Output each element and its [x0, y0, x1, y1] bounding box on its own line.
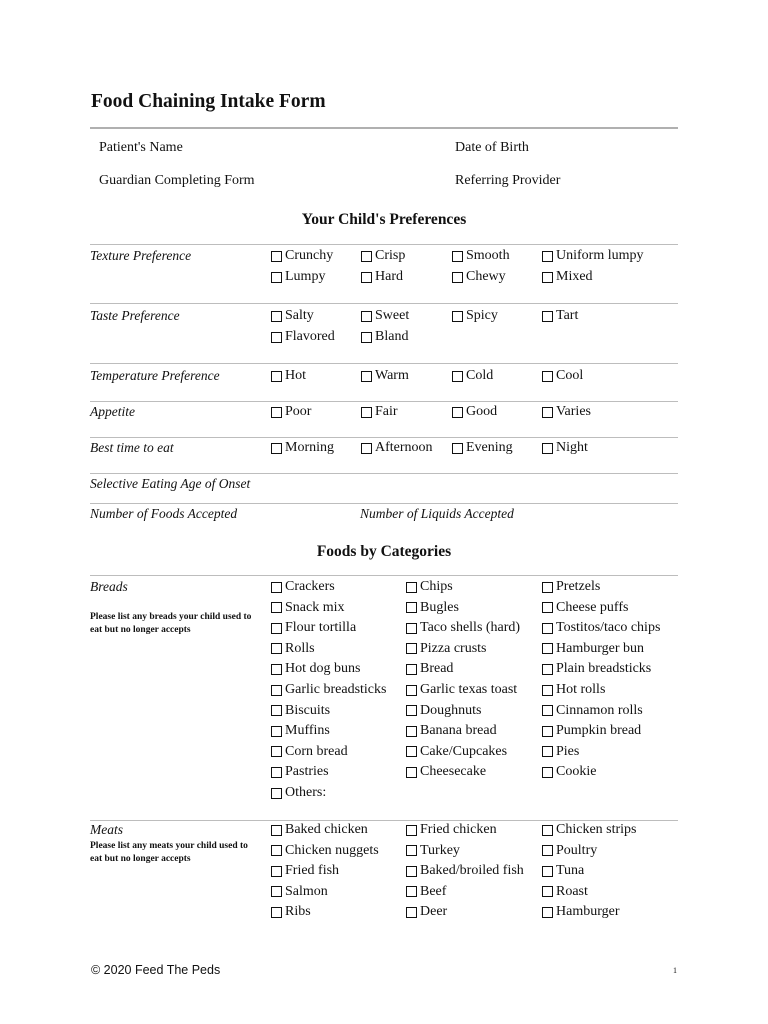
checkbox-label: Beef — [420, 883, 447, 899]
checkbox-label: Cheesecake — [420, 764, 487, 780]
checkbox[interactable] — [542, 685, 553, 696]
checkbox-option-spicy[interactable] — [452, 308, 498, 324]
checkbox[interactable] — [406, 685, 417, 696]
checkbox-option-flavored[interactable] — [271, 329, 335, 345]
checkbox-label: Mixed — [556, 269, 593, 284]
checkbox-label: Warm — [375, 368, 409, 383]
checkbox-option-chicken-strips[interactable] — [542, 822, 637, 838]
checkbox-option-evening[interactable] — [452, 440, 513, 456]
checkbox-option-rolls[interactable] — [271, 641, 315, 657]
checkbox[interactable] — [542, 602, 553, 613]
divider — [90, 820, 678, 821]
checkbox[interactable] — [271, 311, 282, 322]
checkbox[interactable] — [406, 825, 417, 836]
checkbox-label: Garlic texas toast — [420, 682, 518, 697]
divider — [90, 401, 678, 402]
checkbox-option-hard[interactable] — [361, 269, 403, 285]
preference-label-best-time-to-eat: Best time to eat — [90, 440, 174, 455]
checkbox-option-cheese-puffs[interactable] — [542, 600, 628, 616]
checkbox-label: Taco shells (hard) — [420, 620, 521, 636]
checkbox[interactable] — [452, 443, 463, 454]
checkbox[interactable] — [361, 311, 372, 322]
checkbox-option-good[interactable] — [452, 404, 497, 420]
checkbox-option-smooth[interactable] — [452, 248, 510, 264]
checkbox[interactable] — [542, 825, 553, 836]
checkbox-option-hamburger-bun[interactable] — [542, 641, 644, 657]
checkbox-option-warm[interactable] — [361, 368, 409, 384]
checkbox[interactable] — [406, 907, 417, 918]
checkbox[interactable] — [542, 407, 553, 418]
checkbox[interactable] — [542, 251, 553, 262]
checkbox-option-tuna[interactable] — [542, 863, 584, 879]
divider — [90, 575, 678, 576]
checkbox[interactable] — [452, 371, 463, 382]
checkbox-label: Fried chicken — [420, 822, 497, 837]
checkbox[interactable] — [361, 371, 372, 382]
checkbox-option-beef[interactable] — [406, 884, 446, 900]
meats-label: Meats — [90, 822, 123, 837]
checkbox[interactable] — [271, 272, 282, 283]
checkbox-option-tart[interactable] — [542, 308, 578, 324]
preference-label-temperature-preference: Temperature Preference — [90, 368, 220, 383]
checkbox[interactable] — [452, 272, 463, 283]
checkbox-option-pretzels[interactable] — [542, 579, 600, 595]
checkbox-label: Flour tortilla — [285, 620, 357, 636]
checkbox-option-poultry[interactable] — [542, 843, 597, 859]
checkbox-label: Turkey — [420, 842, 460, 858]
onset-label: Selective Eating Age of Onset — [90, 476, 251, 491]
liquids-accepted-label: Number of Liquids Accepted — [360, 506, 514, 521]
checkbox-option-doughnuts[interactable] — [406, 703, 481, 719]
checkbox[interactable] — [361, 443, 372, 454]
checkbox-option-pizza-crusts[interactable] — [406, 641, 486, 657]
checkbox-label: Pumpkin bread — [556, 723, 642, 739]
guardian-label: Guardian Completing Form — [99, 173, 255, 188]
checkbox[interactable] — [271, 643, 282, 654]
checkbox[interactable] — [542, 726, 553, 737]
checkbox-option-night[interactable] — [542, 440, 588, 456]
referring-provider-label: Referring Provider — [455, 173, 561, 188]
checkbox[interactable] — [542, 623, 553, 634]
checkbox-label: Uniform lumpy — [556, 248, 644, 263]
checkbox-label: Hot rolls — [556, 682, 606, 697]
checkbox-option-crunchy[interactable] — [271, 248, 333, 264]
checkbox[interactable] — [271, 726, 282, 737]
checkbox[interactable] — [271, 886, 282, 897]
checkbox[interactable] — [542, 371, 553, 382]
checkbox[interactable] — [406, 886, 417, 897]
copyright-footer: © 2020 Feed The Peds — [91, 963, 221, 977]
checkbox[interactable] — [542, 907, 553, 918]
checkbox-label: Cookie — [556, 764, 597, 780]
checkbox[interactable] — [271, 332, 282, 343]
checkbox-label: Spicy — [466, 308, 498, 323]
preferences-heading: Your Child's Preferences — [301, 211, 467, 228]
checkbox-label: Garlic breadsticks — [285, 682, 387, 697]
divider — [90, 473, 678, 474]
divider — [90, 503, 678, 504]
checkbox[interactable] — [271, 664, 282, 675]
checkbox-option-uniform-lumpy[interactable] — [542, 248, 644, 264]
checkbox-label: Hamburger bun — [556, 640, 644, 656]
checkbox-option-hot-rolls[interactable] — [542, 682, 605, 698]
checkbox[interactable] — [542, 272, 553, 283]
checkbox[interactable] — [271, 685, 282, 696]
checkbox-label: Hot — [285, 368, 306, 383]
checkbox-option-tostitos-taco-chips[interactable] — [542, 620, 660, 636]
checkbox-option-baked-chicken[interactable] — [271, 822, 368, 838]
checkbox[interactable] — [271, 767, 282, 778]
checkbox-option-garlic-texas-toast[interactable] — [406, 682, 517, 698]
checkbox-option-ribs[interactable] — [271, 904, 311, 920]
checkbox-label: Lumpy — [285, 269, 326, 284]
checkbox-option-pies[interactable] — [542, 744, 579, 760]
checkbox-option-hot-dog-buns[interactable] — [271, 661, 360, 677]
checkbox-option-pastries[interactable] — [271, 764, 329, 780]
checkbox-label: Crunchy — [285, 248, 334, 263]
checkbox-option-chewy[interactable] — [452, 269, 506, 285]
checkbox-label: Evening — [466, 440, 513, 455]
checkbox[interactable] — [542, 886, 553, 897]
checkbox-label: Salty — [285, 308, 314, 323]
checkbox[interactable] — [361, 407, 372, 418]
checkbox-option-cake-cupcakes[interactable] — [406, 744, 507, 760]
checkbox[interactable] — [271, 443, 282, 454]
checkbox-label: Morning — [285, 440, 334, 455]
checkbox-option-afternoon[interactable] — [361, 440, 433, 456]
checkbox-option-banana-bread[interactable] — [406, 723, 497, 739]
divider — [90, 127, 678, 129]
form-title: Food Chaining Intake Form — [91, 91, 326, 112]
checkbox-option-cinnamon-rolls[interactable] — [542, 703, 643, 719]
checkbox-label: Sweet — [375, 308, 410, 323]
checkbox-label: Poor — [285, 404, 312, 419]
checkbox-label: Fair — [375, 404, 398, 419]
checkbox[interactable] — [361, 272, 372, 283]
checkbox-label: Hot dog buns — [285, 661, 361, 677]
checkbox-option-fair[interactable] — [361, 404, 398, 420]
checkbox-option-cheesecake[interactable] — [406, 764, 486, 780]
checkbox[interactable] — [271, 825, 282, 836]
checkbox-option-mixed[interactable] — [542, 269, 593, 285]
checkbox-option-poor[interactable] — [271, 404, 311, 420]
date-of-birth-label: Date of Birth — [455, 140, 529, 155]
checkbox-label: Corn bread — [285, 743, 348, 759]
checkbox-label: Crisp — [375, 248, 406, 263]
checkbox[interactable] — [271, 866, 282, 877]
checkbox-label: Baked chicken — [285, 822, 368, 837]
checkbox[interactable] — [406, 726, 417, 737]
checkbox[interactable] — [406, 623, 417, 634]
checkbox-option-sweet[interactable] — [361, 308, 409, 324]
checkbox-label: Muffins — [285, 723, 330, 739]
checkbox-label: Cool — [556, 368, 584, 383]
checkbox-option-salty[interactable] — [271, 308, 314, 324]
checkbox[interactable] — [542, 845, 553, 856]
checkbox-option-crisp[interactable] — [361, 248, 405, 264]
checkbox[interactable] — [271, 582, 282, 593]
checkbox[interactable] — [542, 643, 553, 654]
checkbox-option-cookie[interactable] — [542, 764, 596, 780]
checkbox[interactable] — [271, 746, 282, 757]
checkbox-option-cool[interactable] — [542, 368, 583, 384]
checkbox[interactable] — [452, 311, 463, 322]
checkbox-option-lumpy[interactable] — [271, 269, 325, 285]
checkbox-option-corn-bread[interactable] — [271, 744, 348, 760]
checkbox[interactable] — [406, 582, 417, 593]
divider — [90, 244, 678, 245]
checkbox-option-roast[interactable] — [542, 884, 588, 900]
checkbox-option-deer[interactable] — [406, 904, 447, 920]
checkbox-option-biscuits[interactable] — [271, 703, 330, 719]
preference-label-taste-preference: Taste Preference — [90, 308, 180, 323]
checkbox-label: Fried fish — [285, 863, 340, 879]
checkbox[interactable] — [452, 407, 463, 418]
checkbox-label: Pastries — [285, 764, 329, 780]
checkbox-option-varies[interactable] — [542, 404, 591, 420]
checkbox[interactable] — [406, 643, 417, 654]
checkbox-label: Good — [466, 404, 498, 419]
checkbox[interactable] — [542, 664, 553, 675]
checkbox[interactable] — [542, 311, 553, 322]
checkbox[interactable] — [271, 623, 282, 634]
checkbox[interactable] — [406, 866, 417, 877]
checkbox[interactable] — [361, 332, 372, 343]
checkbox-option-crackers[interactable] — [271, 579, 335, 595]
checkbox-option-bugles[interactable] — [406, 600, 459, 616]
checkbox-option-bread[interactable] — [406, 661, 453, 677]
checkbox-label: Baked/broiled fish — [420, 863, 524, 879]
breads-note: Please list any breads your child used to eat but no longer accepts — [90, 612, 252, 635]
checkbox[interactable] — [406, 767, 417, 778]
checkbox-option-hamburger[interactable] — [542, 904, 620, 920]
checkbox[interactable] — [542, 582, 553, 593]
checkbox-label: Salmon — [285, 883, 328, 899]
checkbox-label: Pizza crusts — [420, 640, 487, 656]
checkbox-option-others[interactable] — [271, 785, 326, 801]
checkbox[interactable] — [542, 705, 553, 716]
checkbox-label: Cake/Cupcakes — [420, 743, 508, 759]
page-number: 1 — [673, 966, 677, 975]
meats-note: Please list any meats your child used to eat but no longer accepts — [90, 841, 248, 864]
breads-label: Breads — [90, 579, 128, 594]
checkbox-option-chips[interactable] — [406, 579, 453, 595]
checkbox[interactable] — [271, 845, 282, 856]
checkbox-label: Plain breadsticks — [556, 661, 652, 677]
preference-label-appetite: Appetite — [90, 404, 135, 419]
checkbox-label: Tart — [556, 308, 579, 323]
checkbox-label: Chicken strips — [556, 822, 637, 837]
checkbox[interactable] — [271, 251, 282, 262]
checkbox-label: Cold — [466, 368, 494, 383]
checkbox[interactable] — [542, 443, 553, 454]
checkbox[interactable] — [271, 907, 282, 918]
preference-label-texture-preference: Texture Preference — [90, 248, 192, 263]
checkbox-option-fried-fish[interactable] — [271, 863, 339, 879]
checkbox-label: Chewy — [466, 269, 506, 284]
checkbox-label: Chips — [420, 579, 453, 594]
checkbox-option-cold[interactable] — [452, 368, 493, 384]
checkbox-label: Rolls — [285, 640, 315, 656]
checkbox-label: Cheese puffs — [556, 599, 629, 615]
checkbox-option-fried-chicken[interactable] — [406, 822, 497, 838]
checkbox-label: Deer — [420, 904, 448, 920]
divider — [90, 303, 678, 304]
checkbox-label: Night — [556, 440, 588, 455]
checkbox-option-baked-broiled-fish[interactable] — [406, 863, 524, 879]
checkbox[interactable] — [452, 251, 463, 262]
checkbox-option-garlic-breadsticks[interactable] — [271, 682, 386, 698]
checkbox-label: Chicken nuggets — [285, 842, 379, 858]
checkbox-option-muffins[interactable] — [271, 723, 330, 739]
checkbox-label: Biscuits — [285, 702, 331, 718]
divider — [90, 437, 678, 438]
checkbox-label: Others: — [285, 785, 327, 800]
checkbox[interactable] — [406, 705, 417, 716]
checkbox-label: Crackers — [285, 579, 335, 594]
divider — [90, 363, 678, 364]
checkbox-option-salmon[interactable] — [271, 884, 328, 900]
checkbox[interactable] — [542, 746, 553, 757]
checkbox[interactable] — [271, 371, 282, 382]
checkbox-option-snack-mix[interactable] — [271, 600, 345, 616]
checkbox[interactable] — [271, 407, 282, 418]
checkbox-label: Cinnamon rolls — [556, 702, 643, 718]
checkbox-label: Varies — [556, 404, 591, 419]
checkbox[interactable] — [361, 251, 372, 262]
checkbox[interactable] — [406, 746, 417, 757]
checkbox-option-turkey[interactable] — [406, 843, 460, 859]
checkbox-option-plain-breadsticks[interactable] — [542, 661, 651, 677]
checkbox-label: Banana bread — [420, 723, 497, 739]
checkbox-label: Pretzels — [556, 579, 601, 594]
checkbox[interactable] — [271, 602, 282, 613]
checkbox-label: Flavored — [285, 329, 335, 344]
checkbox-option-chicken-nuggets[interactable] — [271, 843, 379, 859]
checkbox-label: Roast — [556, 883, 588, 899]
checkbox-label: Smooth — [466, 248, 510, 263]
patient-name-label: Patient's Name — [99, 140, 183, 155]
foods-accepted-label: Number of Foods Accepted — [90, 506, 238, 521]
checkbox-label: Bread — [420, 661, 454, 677]
checkbox-label: Poultry — [556, 842, 598, 858]
checkbox[interactable] — [406, 664, 417, 675]
checkbox-option-morning[interactable] — [271, 440, 334, 456]
checkbox-label: Tostitos/taco chips — [556, 620, 661, 636]
checkbox-label: Ribs — [285, 904, 311, 920]
checkbox[interactable] — [406, 602, 417, 613]
checkbox-label: Doughnuts — [420, 702, 482, 718]
checkbox-label: Afternoon — [375, 440, 433, 455]
checkbox-label: Pies — [556, 743, 580, 759]
checkbox-option-hot[interactable] — [271, 368, 306, 384]
checkbox[interactable] — [406, 845, 417, 856]
checkbox-option-taco-shells-hard[interactable] — [406, 620, 520, 636]
checkbox[interactable] — [542, 767, 553, 778]
checkbox-label: Bugles — [420, 599, 459, 615]
checkbox-label: Tuna — [556, 863, 585, 879]
checkbox-label: Hamburger — [556, 904, 620, 920]
checkbox-option-pumpkin-bread[interactable] — [542, 723, 641, 739]
checkbox-label: Snack mix — [285, 599, 345, 615]
checkbox-option-bland[interactable] — [361, 329, 408, 345]
categories-heading: Foods by Categories — [316, 543, 452, 560]
checkbox[interactable] — [271, 788, 282, 799]
checkbox-option-flour-tortilla[interactable] — [271, 620, 356, 636]
checkbox[interactable] — [271, 705, 282, 716]
checkbox-label: Bland — [375, 329, 409, 344]
checkbox[interactable] — [542, 866, 553, 877]
checkbox-label: Hard — [375, 269, 403, 284]
